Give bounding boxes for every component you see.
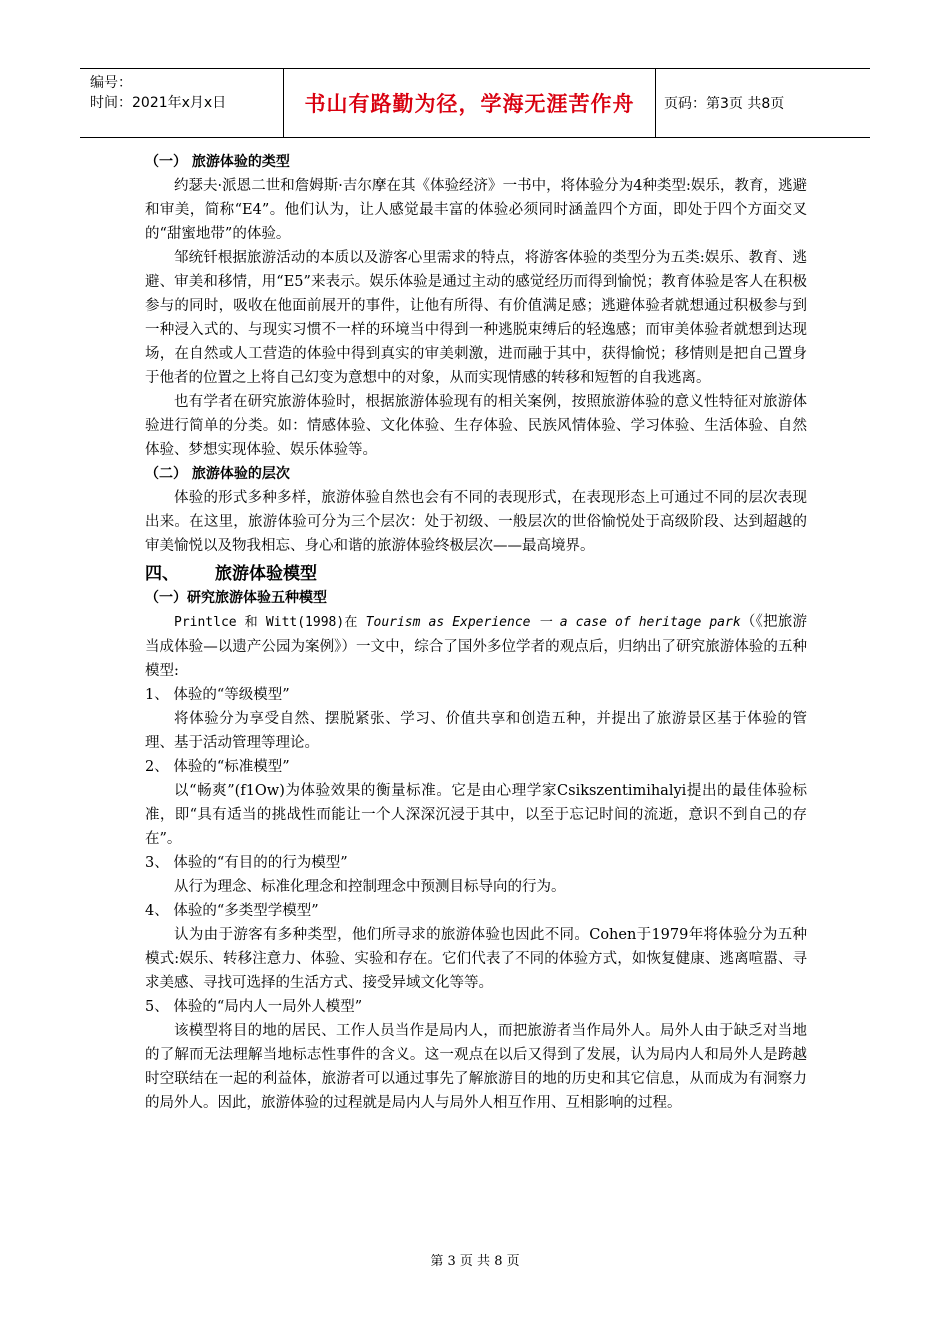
model-text: 将体验分为享受自然、摆脱紧张、学习、价值共享和创造五种，并提出了旅游景区基于体验的管理、基于活动管理等理论。: [145, 711, 807, 751]
model-text: 以“畅爽”(f1Ow)为体验效果的衡量标准。它是由心理学家Csikszentimihalyi提出的最佳体验标准，即“具有适当的挑战性而能让一个人深深沉浸于其中，以至于忘记时间的流逝，意识不到自己的存在”。: [145, 783, 807, 847]
document-body: [145, 150, 807, 1115]
model-text: 认为由于游客有多种类型，他们所寻求的旅游体验也因此不同。Cohen于1979年将体验分为五种模式:娱乐、转移注意力、体验、实验和存在。它们代表了不同的体验方式，如恢复健康、逃离喧嚣、寻求美感、寻找可选择的生活方式、接受异域文化等等。: [145, 927, 807, 991]
model-title: 2、 体验的“标准模型”: [145, 759, 290, 775]
model-text: 该模型将目的地的居民、工作人员当作是局内人，而把旅游者当作局外人。局外人由于缺乏对当地的了解而无法理解当地标志性事件的含义。这一观点在以后又得到了发展，认为局内人和局外人是跨越时空联结在一起的利益体，旅游者可以通过事先了解旅游目的地的历史和其它信息，从而成为有洞察力的局外人。因此，旅游体验的过程就是局内人与局外人相互作用、互相影响的过程。: [145, 1023, 807, 1111]
chapter-heading: [145, 562, 807, 586]
page-header: [80, 68, 870, 138]
chapter-number: 四、: [145, 564, 179, 584]
model-title: 5、 体验的“局内人一局外人模型”: [145, 999, 363, 1015]
header-page-label: 页码：第3页 共8页: [664, 96, 785, 112]
time-label: 时间：2021年x月x日: [90, 95, 227, 111]
intro-book-title: Tourism as Experience 一 a case of heritage park: [365, 615, 741, 630]
paragraph: 邹统钎根据旅游活动的本质以及游客心里需求的特点，将游客体验的类型分为五类:娱乐、教育、逃避、审美和移情，用“E5”来表示。娱乐体验是通过主动的感觉经历而得到愉悦；教育体验是客人在积极参与的同时，吸收在他面前展开的事件，让他有所得、有价值满足感；逃避体验者就想通过积极参与到一种浸入式的、与现实习惯不一样的环境当中得到一种逃脱束缚后的轻逸感；而审美体验者就想到达现场，在自然或人工营造的体验中得到真实的审美刺激，进而融于其中，获得愉悦；移情则是把自己置身于他者的位置之上将自己幻变为意想中的对象，从而实现情感的转移和短暂的自我逃离。: [145, 250, 807, 386]
model-title: 3、 体验的“有目的的行为模型”: [145, 855, 348, 871]
model-title: 4、 体验的“多类型学模型”: [145, 903, 319, 919]
intro-rest: （《把旅游当成体验—以遗产公园为案例》）一文中，综合了国外多位学者的观点后，归纳出了研究旅游体验的五种模型:: [145, 614, 807, 679]
header-meta: [80, 69, 284, 137]
section-heading-levels: （二） 旅游体验的层次: [145, 466, 290, 482]
paragraph: 体验的形式多种多样，旅游体验自然也会有不同的表现形式，在表现形态上可通过不同的层次表现出来。在这里，旅游体验可分为三个层次：处于初级、一般层次的世俗愉悦处于高级阶段、达到超越的审美愉悦以及物我相忘、身心和谐的旅游体验终极层次——最高境界。: [145, 490, 807, 554]
section-heading-types: （一） 旅游体验的类型: [145, 154, 290, 170]
model-text: 从行为理念、标准化理念和控制理念中预测目标导向的行为。: [174, 879, 566, 895]
intro-authors: Printlce 和 Witt(1998)在: [174, 615, 366, 630]
model-title: 1、 体验的“等级模型”: [145, 687, 290, 703]
intro-paragraph: [145, 610, 807, 683]
paragraph: 约瑟夫·派恩二世和詹姆斯·吉尔摩在其《体验经济》一书中，将体验分为4种类型:娱乐，教育，逃避和审美，简称“E4”。他们认为，让人感觉最丰富的体验必须同时涵盖四个方面，即处于四个方面交叉的“甜蜜地带”的体验。: [145, 178, 807, 242]
paragraph: 也有学者在研究旅游体验时，根据旅游体验现有的相关案例，按照旅游体验的意义性特征对旅游体验进行简单的分类。如：情感体验、文化体验、生存体验、民族风情体验、学习体验、生活体验、自然体验、梦想实现体验、娱乐体验等。: [145, 394, 807, 458]
header-motto: 书山有路勤为径，学海无涯苦作舟: [284, 69, 656, 137]
chapter-title: 旅游体验模型: [215, 564, 317, 584]
number-label: 编号：: [90, 75, 132, 91]
page-footer: 第 3 页 共 8 页: [430, 1254, 520, 1269]
subsection-heading: （一）研究旅游体验五种模型: [145, 590, 327, 606]
